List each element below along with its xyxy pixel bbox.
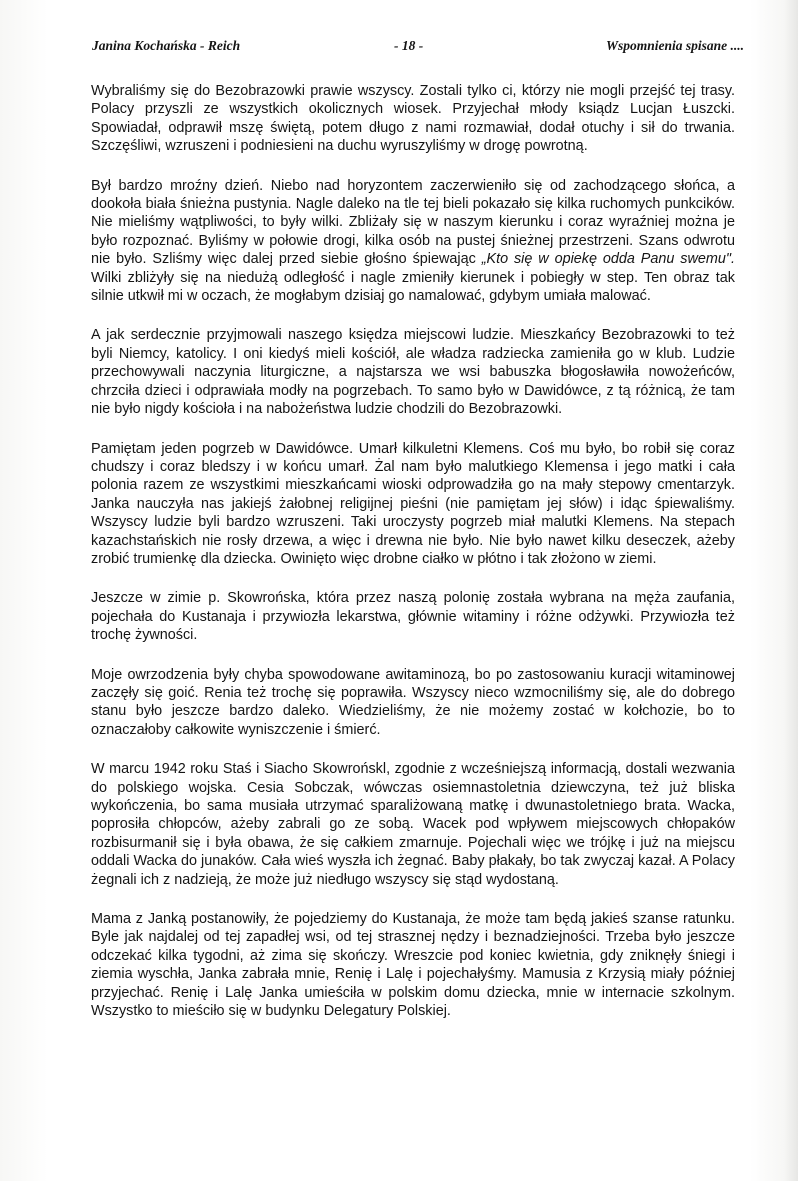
song-title: „Kto się w opiekę odda Panu swemu". <box>481 251 735 268</box>
body-text <box>91 82 735 1041</box>
paragraph-text: Był bardzo mroźny dzień. Niebo nad horyzontem zaczerwieniło się od zachodzącego słońca, a dookoła biała śnieżna pustynia. Nagle daleko na tle tej bieli pokazało się kilka ruchomych punkcików. Nie mieliśmy wątpliwości, to były wilki. Zbliżały się w naszym kierunku i coraz wyraźniej można je było rozpoznać. Byliśmy w połowie drogi, kilka osób na pustej śnieżnej przestrzeni. Szans odwrotu nie było. Szliśmy więc dalej przed siebie głośno śpiewając <box>91 177 735 268</box>
paragraph <box>91 177 735 306</box>
page-edge-shadow <box>784 0 798 1181</box>
paragraph: Moje owrzodzenia były chyba spowodowane awitaminozą, bo po zastosowaniu kuracji witaminowej zaczęły się goić. Renia też trochę się poprawiła. Wszyscy nieco wzmocniliśmy się, ale do dobrego stanu było jeszcze bardzo daleko. Wiedzieliśmy, że nie możemy zostać w kołchozie, bo to oznaczałoby całkowite wyniszczenie i śmierć. <box>91 666 735 738</box>
paragraph: Mama z Janką postanowiły, że pojedziemy do Kustanaja, że może tam będą jakieś szanse ratunku. Byle jak najdalej od tej zapadłej wsi, od tej strasznej nędzy i beznadziejności. Trzeba było jeszcze odczekać kilka tygodni, aż zima się skończy. Wreszcie pod koniec kwietnia, gdy zniknęły śniegi i ziemia wyschła, Janka zabrała mnie, Renię i Lalę i pojechałyśmy. Mamusia z Krzysią miały później przyjechać. Renię i Lalę Janka umieściła w polskim domu dziecka, mnie w internacie szkolnym. Wszystko to mieściło się w budynku Delegatury Polskiej. <box>91 911 735 1020</box>
page-header <box>92 38 744 56</box>
paragraph-text: Wilki zbliżyły się na niedużą odległość i nagle zmieniły kierunek i pobiegły w step. Ten obraz tak silnie utkwił mi w oczach, że mogłabym dzisiaj go namalować, gdybym umiała malować. <box>91 269 735 305</box>
header-title: Wspomnienia spisane .... <box>605 38 744 53</box>
paragraph: Pamiętam jeden pogrzeb w Dawidówce. Umarł kilkuletni Klemens. Coś mu było, bo robił się coraz chudszy i coraz bledszy i w końcu umarł. Żal nam było malutkiego Klemensa i jego matki i cała polonia razem ze wszystkimi mieszkańcami wioski odprowadziła go na mały stepowy cmentarzyk. Janka nauczyła nas jakiejś żałobnej religijnej pieśni (nie pamiętam jej słów) i idąc śpiewaliśmy. Wszyscy ludzie byli bardzo wzruszeni. Taki uroczysty pogrzeb miał malutki Klemens. Na stepach kazachstańskich nie rosły drzewa, a więc i drewna nie było. Nie było nawet kilku deseczek, ażeby zrobić trumienkę dla dziecka. Owinięto więc drobne ciałko w płótno i tak złożono w ziemi. <box>91 440 735 567</box>
paragraph: Jeszcze w zimie p. Skowrońska, która przez naszą polonię została wybrana na męża zaufania, pojechała do Kustanaja i przywiozła lekarstwa, głównie witaminy i różne odżywki. Przywiozła też trochę żywności. <box>91 590 735 644</box>
paragraph: W marcu 1942 roku Staś i Siacho Skowrońskl, zgodnie z wcześniejszą informacją, dostali wezwania do polskiego wojska. Cesia Sobczak, wówczas osiemnastoletnia dziewczyna, też już bliska wykończenia, bo sama musiała utrzymać sparaliżowaną matkę i dwunastoletniego brata. Wacka, poprosiła chłopców, ażeby zabrali go ze sobą. Wacek pod wpływem miejscowych chłopaków rozbisurmanił się i była obawa, że się całkiem zmarnuje. Pojechali więc we trójkę i już na miejscu oddali Wacka do junaków. Cała wieś wyszła ich żegnać. Baby płakały, bo tak zwyczaj kazał. A Polacy żegnali ich z nadzieją, że może już niedługo wszyscy się stąd wydostaną. <box>91 761 735 888</box>
page-number: - 18 - <box>394 38 424 53</box>
paragraph: A jak serdecznie przyjmowali naszego księdza miejscowi ludzie. Mieszkańcy Bezobrazowki to też byli Niemcy, katolicy. I oni kiedyś mieli kościół, ale władza radziecka zamieniła go w klub. Ludzie przechowywali naczynia liturgiczne, a najstarsza we wsi babuszka błogosławiła nowożeńców, chrzciła dzieci i odprawiała modły na pogrzebach. To samo było w Dawidówce, z tą różnicą, że tam nie było nigdy kościoła i na nabożeństwa ludzie chodzili do Bezobrazowki. <box>91 327 735 418</box>
header-author: Janina Kochańska - Reich <box>92 38 241 53</box>
paragraph: Wybraliśmy się do Bezobrazowki prawie wszyscy. Zostali tylko ci, którzy nie mogli przejść tej trasy. Polacy przyszli ze wszystkich okolicznych wiosek. Przyjechał młody ksiądz Lucjan Łuszcki. Spowiadał, odprawił mszę świętą, potem długo z nami rozmawiał, dodał otuchy i sił do trwania. Szczęśliwi, wzruszeni i podniesieni na duchu wyruszyliśmy w drogę powrotną. <box>91 83 735 155</box>
